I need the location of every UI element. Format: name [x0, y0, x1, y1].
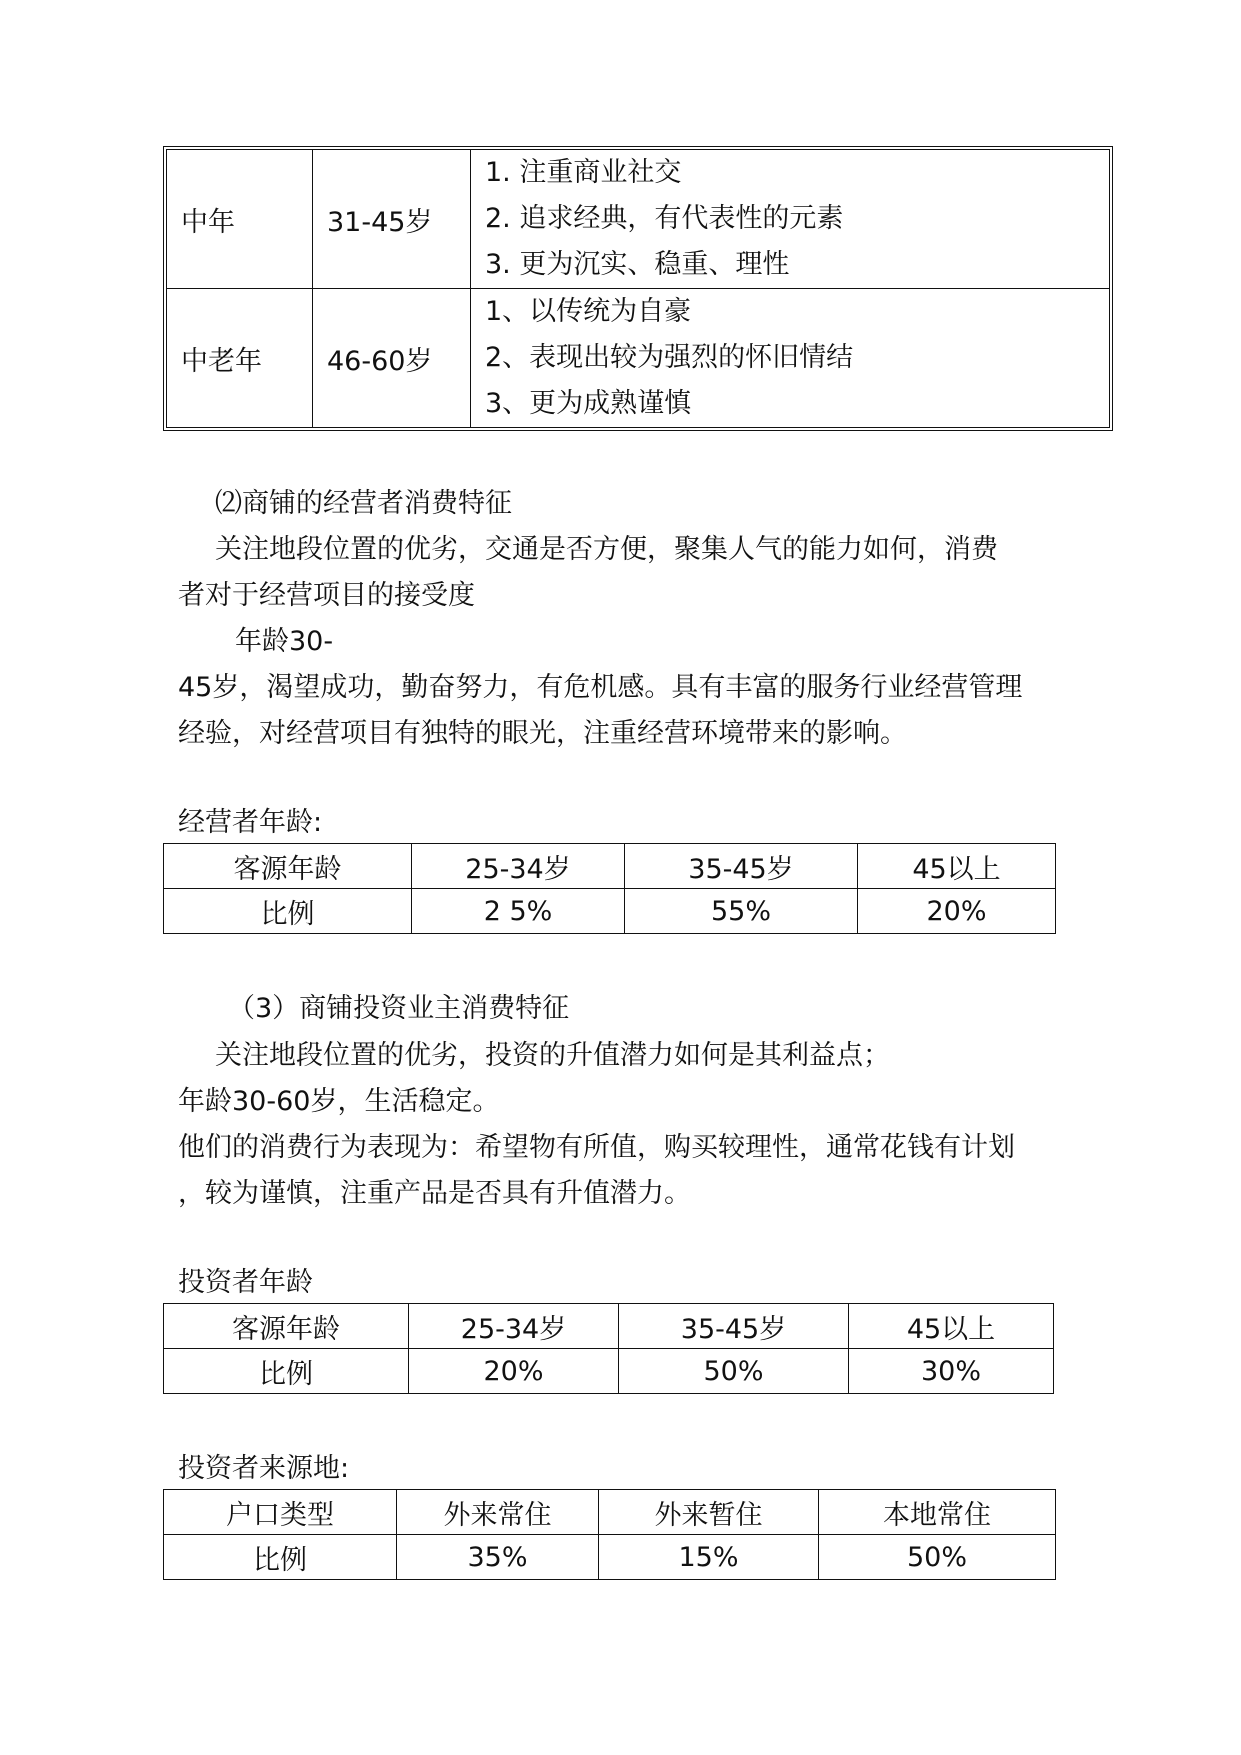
table-cell: 50%	[619, 1349, 849, 1394]
age-range-cell: 31-45岁	[313, 150, 471, 289]
paragraph-line: 年龄30-	[235, 626, 334, 657]
table-cell: 20%	[858, 889, 1056, 934]
table-cell: 35%	[397, 1535, 599, 1580]
age-range-cell: 46-60岁	[313, 289, 471, 427]
paragraph-line: ，较为谨慎，注重产品是否具有升值潜力。	[178, 1178, 691, 1209]
operator-age-table	[163, 843, 1056, 934]
age-characteristics-table	[163, 146, 1113, 431]
header-cell: 25-34岁	[409, 1304, 619, 1349]
paragraph-line: 经验，对经营项目有独特的眼光，注重经营环境带来的影响。	[178, 718, 907, 749]
trait-item: 2. 追求经典，有代表性的元素	[485, 203, 844, 234]
traits-cell	[471, 150, 1109, 289]
investor-age-table	[163, 1303, 1054, 1394]
table-cell: 15%	[599, 1535, 819, 1580]
table-row	[167, 150, 1109, 289]
header-cell: 外来常住	[397, 1490, 599, 1535]
table-row	[164, 1490, 1056, 1535]
trait-item: 2、表现出较为强烈的怀旧情结	[485, 342, 854, 373]
header-cell: 客源年龄	[164, 1304, 409, 1349]
header-cell: 外来暂住	[599, 1490, 819, 1535]
table-cell: 比例	[164, 889, 412, 934]
table-row	[164, 844, 1056, 889]
table-cell: 30%	[849, 1349, 1054, 1394]
table-cell: 2 5%	[412, 889, 625, 934]
table-row	[164, 1304, 1054, 1349]
table-row	[164, 889, 1056, 934]
operator-table-caption: 经营者年龄:	[178, 807, 323, 838]
header-cell: 45以上	[849, 1304, 1054, 1349]
section-2-title: ⑵商铺的经营者消费特征	[215, 488, 512, 519]
investor-age-caption: 投资者年龄	[178, 1267, 313, 1298]
trait-item: 3. 更为沉实、稳重、理性	[485, 249, 790, 280]
trait-item: 3、更为成熟谨慎	[485, 388, 692, 419]
header-cell: 25-34岁	[412, 844, 625, 889]
table-cell: 比例	[164, 1349, 409, 1394]
paragraph-line: 关注地段位置的优劣，交通是否方便，聚集人气的能力如何，消费	[215, 534, 998, 565]
paragraph-line: 45岁，渴望成功，勤奋努力，有危机感。具有丰富的服务行业经营管理	[178, 672, 1023, 703]
traits-cell	[471, 289, 1109, 427]
header-cell: 本地常住	[819, 1490, 1056, 1535]
header-cell: 户口类型	[164, 1490, 397, 1535]
header-cell: 45以上	[858, 844, 1056, 889]
investor-origin-table	[163, 1489, 1056, 1580]
header-cell: 35-45岁	[625, 844, 858, 889]
paragraph-line: 年龄30-60岁，生活稳定。	[178, 1086, 500, 1117]
trait-item: 1、以传统为自豪	[485, 296, 692, 327]
table-row	[167, 289, 1109, 427]
table-cell: 20%	[409, 1349, 619, 1394]
table-cell: 55%	[625, 889, 858, 934]
section-3-title: （3）商铺投资业主消费特征	[228, 993, 570, 1024]
paragraph-line: 者对于经营项目的接受度	[178, 580, 475, 611]
table-cell: 50%	[819, 1535, 1056, 1580]
age-group-cell: 中年	[167, 150, 313, 289]
header-cell: 客源年龄	[164, 844, 412, 889]
header-cell: 35-45岁	[619, 1304, 849, 1349]
age-group-cell: 中老年	[167, 289, 313, 427]
paragraph-line: 关注地段位置的优劣，投资的升值潜力如何是其利益点；	[215, 1040, 890, 1071]
paragraph-line: 他们的消费行为表现为：希望物有所值，购买较理性，通常花钱有计划	[178, 1132, 1015, 1163]
table-cell: 比例	[164, 1535, 397, 1580]
investor-origin-caption: 投资者来源地:	[178, 1453, 350, 1484]
trait-item: 1. 注重商业社交	[485, 157, 682, 188]
table-row	[164, 1349, 1054, 1394]
table-row	[164, 1535, 1056, 1580]
